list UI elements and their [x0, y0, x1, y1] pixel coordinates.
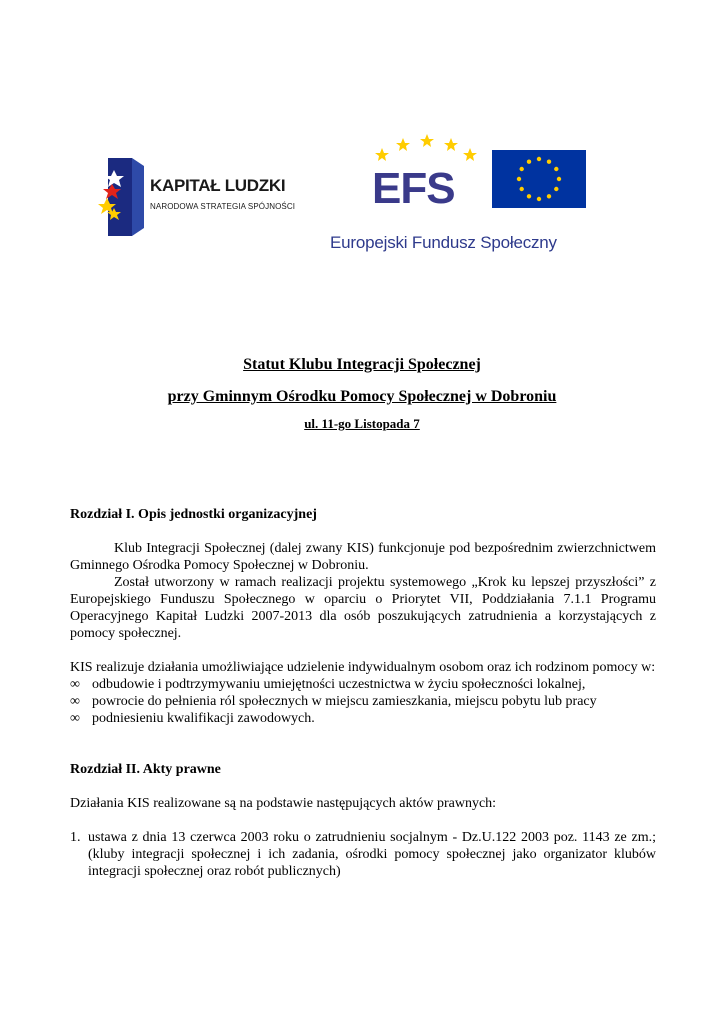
legal-act-item	[70, 829, 656, 880]
efs-stars	[370, 130, 480, 166]
kapital-ludzki-title: KAPITAŁ LUDZKI	[150, 176, 286, 195]
efs-mark: EFS	[372, 164, 455, 213]
chapter2-heading: Rozdział II. Akty prawne	[70, 762, 221, 777]
legal-act-text: ustawa z dnia 13 czerwca 2003 roku o zatrudnieniu socjalnym - Dz.U.122 2003 poz. 1143 ze zm.; (kluby integracji społecznej i ich zadania, ośrodki pomocy społecznej jako organizator klubów integracji społecznej oraz robót publicznych)	[88, 830, 656, 879]
document-subtitle: przy Gminnym Ośrodku Pomocy Społecznej w Dobroniu	[167, 388, 557, 405]
document-title: Statut Klubu Integracji Społecznej	[243, 356, 481, 373]
list-item: ∞ powrocie do pełnienia ról społecznych w miejscu zamieszkania, miejscu pobytu lub pracy	[70, 694, 597, 709]
efs-caption: Europejski Fundusz Społeczny	[330, 233, 557, 252]
kapital-ludzki-subtitle: NARODOWA STRATEGIA SPÓJNOŚCI	[150, 202, 296, 211]
kapital-ludzki-emblem	[98, 158, 146, 238]
kapital-ludzki-logo	[98, 158, 298, 238]
address: ul. 11-go Listopada 7	[304, 416, 420, 431]
eu-flag	[492, 150, 586, 208]
chapter1-heading: Rozdział I. Opis jednostki organizacyjnej	[70, 507, 317, 522]
infinity-bullet-icon: ∞	[70, 694, 80, 709]
chapter1-intro: KIS realizuje działania umożliwiające udzielenie indywidualnym osobom oraz ich rodzinom pomocy w:	[70, 660, 656, 675]
efs-logo	[370, 130, 480, 220]
legal-act-number: 1.	[70, 830, 81, 845]
chapter1-bullet-list	[70, 676, 656, 727]
chapter1-para2: Został utworzony w ramach realizacji projektu systemowego „Krok ku lepszej przyszłości” z Europejskiego Funduszu Społecznego w oparciu o Priorytet VII, Poddziałania 7.1.1 Programu Operacyjnego Kapitał Ludzki 2007-2013 dla osób poszukujących zatrudnienia a korzystających z pomocy społecznej.	[70, 575, 656, 641]
infinity-bullet-icon: ∞	[70, 711, 80, 726]
chapter2-intro: Działania KIS realizowane są na podstawie następujących aktów prawnych:	[70, 796, 497, 811]
document-body	[70, 506, 656, 880]
infinity-bullet-icon: ∞	[70, 677, 80, 692]
chapter1-para1: Klub Integracji Społecznej (dalej zwany KIS) funkcjonuje pod bezpośrednim zwierzchnictwem Gminnego Ośrodka Pomocy Społecznej w Dobroniu.	[70, 541, 656, 573]
list-item: ∞ odbudowie i podtrzymywaniu umiejętności uczestnictwa w życiu społeczności lokalnej,	[70, 677, 586, 692]
list-item: ∞ podniesieniu kwalifikacji zawodowych.	[70, 711, 315, 726]
